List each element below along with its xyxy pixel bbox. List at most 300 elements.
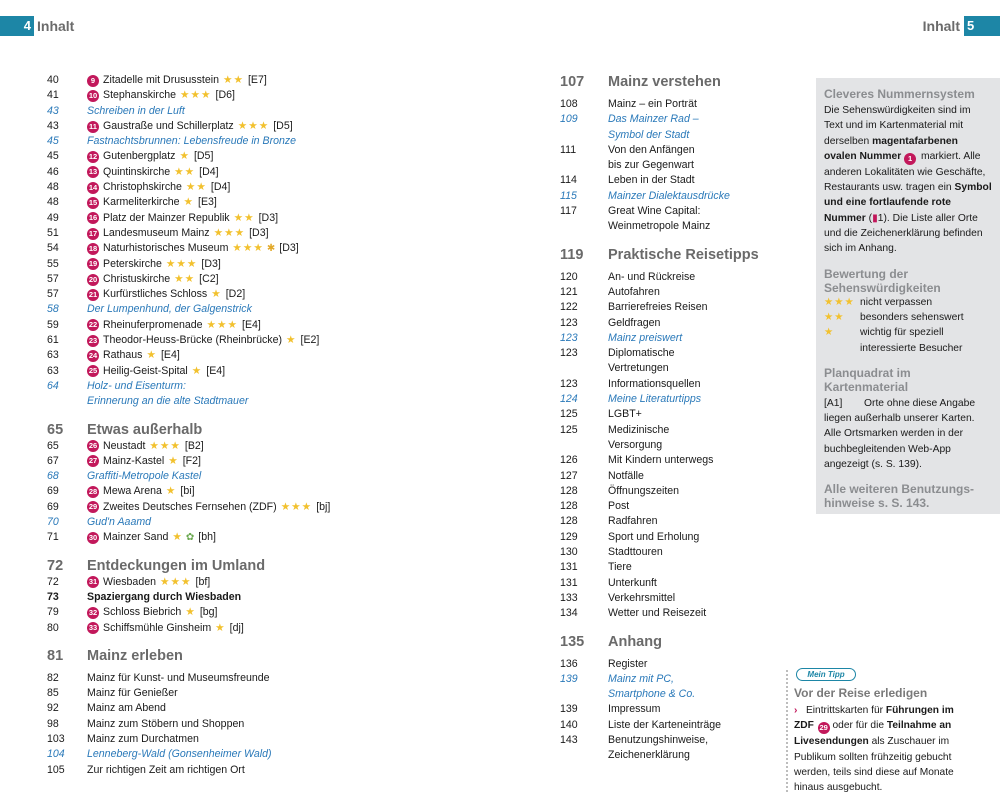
toc-entry-label: Theodor-Heuss-Brücke (Rheinbrücke) <box>103 334 282 347</box>
toc-entry-label: Heilig-Geist-Spital <box>103 364 188 377</box>
toc-entry-label: Leben in der Stadt <box>608 174 695 187</box>
sight-number-badge: 17 <box>88 228 98 238</box>
toc-entry-label: Rheinuferpromenade <box>103 318 203 331</box>
toc-entry[interactable] <box>47 318 487 333</box>
toc-entry[interactable] <box>560 377 790 392</box>
toc-entry-text <box>87 500 330 515</box>
tip-text-part: Eintrittskarten für <box>806 705 886 716</box>
toc-entry[interactable] <box>560 499 790 514</box>
toc-entry-text <box>608 361 669 376</box>
toc-entry-text <box>608 219 710 234</box>
map-grid-ref: [E2] <box>300 334 320 347</box>
toc-entry-label: Christuskirche <box>103 272 171 285</box>
map-grid-ref: [D3] <box>201 257 221 270</box>
toc-page-number: 58 <box>47 303 59 316</box>
toc-page-number: 48 <box>47 181 59 194</box>
toc-entry-label: Peterskirche <box>103 257 162 270</box>
map-grid-ref: [E4] <box>206 364 226 377</box>
star-rating-icon: ★★★ <box>232 242 264 255</box>
toc-page-number: 72 <box>47 557 64 574</box>
toc-entry-label: Benutzungshinweise, <box>608 733 709 746</box>
toc-entry-label: Mainz zum Durchatmen <box>87 732 199 745</box>
toc-entry-text <box>87 469 201 484</box>
my-tip-logo: Mein Tipp <box>796 668 856 681</box>
toc-section-heading[interactable] <box>560 73 790 91</box>
toc-page-number: 143 <box>560 733 578 746</box>
toc-entry-text <box>87 241 299 256</box>
toc-entry-text <box>608 560 632 575</box>
toc-entry[interactable] <box>47 500 487 515</box>
toc-entry-label: Mainz mit PC, <box>608 672 674 685</box>
star-rating-icon: ★ <box>179 150 190 163</box>
toc-page-number: 135 <box>560 633 585 650</box>
toc-entry-label: Stadttouren <box>608 546 663 559</box>
sight-number-badge: 9 <box>87 75 99 87</box>
toc-page-number <box>560 748 608 763</box>
toc-entry[interactable] <box>560 270 790 285</box>
two-stars-icon: ★★ <box>824 311 845 323</box>
toc-entry[interactable] <box>47 530 487 545</box>
toc-entry-label: Autofahren <box>608 285 660 298</box>
toc-entry[interactable] <box>47 621 487 636</box>
sight-number-badge: 30 <box>88 532 98 542</box>
toc-entry-label: Mainz – ein Porträt <box>608 98 697 110</box>
sight-number-badge: 21 <box>88 289 98 299</box>
section-title: Etwas außerhalb <box>87 421 203 438</box>
toc-entry-label: Mainz preiswert <box>608 331 683 344</box>
toc-entry-label: Lenneberg-Wald (Gonsenheimer Wald) <box>87 748 272 761</box>
toc-page-number: 63 <box>47 349 59 362</box>
toc-entry-label: Vertretungen <box>608 362 669 375</box>
toc-entry[interactable] <box>47 717 487 732</box>
sight-number-badge: 1 <box>904 153 916 165</box>
toc-entry-label: Verkehrsmittel <box>608 591 676 604</box>
star-rating-icon: ★ <box>185 606 196 619</box>
tip-box <box>786 668 976 794</box>
toc-page-number: 57 <box>47 272 59 285</box>
star-rating-icon: ★★★ <box>160 575 192 588</box>
toc-entry-text <box>608 687 695 702</box>
toc-entry-label: Gud'n Aaamd <box>87 516 152 529</box>
toc-entry[interactable] <box>47 701 487 716</box>
toc-entry-text <box>608 285 660 300</box>
toc-entry-label: Mainz für Genießer <box>87 687 178 700</box>
toc-entry[interactable] <box>47 469 487 484</box>
toc-page-number <box>560 438 608 453</box>
map-grid-ref: [dj] <box>229 621 244 634</box>
toc-entry-text <box>87 287 245 302</box>
toc-page-number <box>560 687 608 702</box>
toc-entry-text <box>87 348 180 363</box>
toc-entry-text <box>87 119 293 134</box>
toc-entry-text <box>87 226 269 241</box>
toc-entry-text <box>608 112 699 127</box>
tip-text-bold: Führungen im ZDF <box>794 705 954 732</box>
toc-entry[interactable] <box>47 590 487 605</box>
toc-entry[interactable] <box>560 316 790 331</box>
toc-entry-label: Mewa Arena <box>103 485 162 498</box>
toc-page-number: 49 <box>47 211 59 224</box>
toc-entry-text <box>608 453 713 468</box>
toc-entry-label: Smartphone & Co. <box>608 688 696 701</box>
toc-entry[interactable] <box>560 453 790 468</box>
toc-entry-label: Meine Literaturtipps <box>608 393 702 406</box>
toc-entry-label: Der Lumpenhund, der Galgenstrick <box>87 303 252 316</box>
sight-number-badge: 31 <box>88 577 98 587</box>
toc-entry[interactable] <box>47 226 487 241</box>
toc-entry-label: Spaziergang durch Wiesbaden <box>87 590 242 603</box>
toc-page-number: 43 <box>47 104 59 117</box>
rating-row <box>824 310 992 325</box>
spacer <box>47 546 487 557</box>
star-rating-icon: ★ <box>211 288 222 301</box>
toc-section-heading[interactable] <box>47 421 487 439</box>
toc-entry-text <box>608 733 708 748</box>
star-rating-icon: ★ <box>191 364 203 377</box>
toc-entry-text <box>87 590 241 605</box>
toc-entry-text <box>608 469 644 484</box>
toc-entry-text <box>608 346 675 361</box>
toc-entry-label: Neustadt <box>103 439 146 452</box>
toc-entry-label: An- und Rückreise <box>608 270 696 283</box>
toc-entry-text <box>608 73 721 91</box>
toc-entry[interactable] <box>47 605 487 620</box>
toc-entry[interactable] <box>47 333 487 348</box>
toc-entry[interactable] <box>47 575 487 590</box>
toc-entry-label: Symbol der Stadt <box>608 128 690 141</box>
toc-entry[interactable] <box>560 576 790 591</box>
map-grid-ref: [E7] <box>247 74 267 86</box>
toc-entry[interactable] <box>560 469 790 484</box>
sidebar-text-bold: magentafarbenen ovalen Nummer <box>824 135 958 162</box>
toc-entry-text <box>608 392 701 407</box>
toc-entry[interactable] <box>560 392 790 407</box>
toc-page-number: 139 <box>560 672 578 685</box>
toc-entry-label: Graffiti-Metropole Kastel <box>87 470 202 483</box>
toc-entry-label: LGBT+ <box>608 408 642 421</box>
toc-page-number: 120 <box>560 270 578 283</box>
toc-entry[interactable] <box>47 671 487 686</box>
toc-entry[interactable] <box>560 733 790 748</box>
toc-entry-text <box>87 104 185 119</box>
toc-entry[interactable] <box>47 515 487 530</box>
toc-entry-text <box>87 88 235 103</box>
toc-left-column <box>47 73 487 778</box>
toc-page-number: 48 <box>47 196 59 209</box>
toc-entry[interactable] <box>560 158 790 173</box>
toc-entry[interactable] <box>560 407 790 422</box>
toc-page-number: 123 <box>560 347 578 360</box>
toc-entry[interactable] <box>560 346 790 361</box>
toc-entry[interactable] <box>560 189 790 204</box>
toc-page-number: 85 <box>47 687 59 700</box>
map-grid-ref: [D4] <box>199 165 219 178</box>
toc-entry-text <box>608 158 694 173</box>
toc-entry[interactable] <box>560 718 790 733</box>
toc-entry-text <box>87 439 204 454</box>
toc-entry-text <box>608 657 647 672</box>
toc-entry[interactable] <box>47 439 487 454</box>
toc-page-number: 45 <box>47 135 59 148</box>
toc-entry[interactable] <box>47 119 487 134</box>
toc-entry-label: Versorgung <box>608 438 663 451</box>
toc-entry[interactable] <box>560 672 790 687</box>
star-rating-icon: ★★★ <box>280 500 313 513</box>
star-rating-icon: ★★★ <box>149 439 181 452</box>
toc-entry[interactable] <box>47 484 487 499</box>
sidebar-text-part: Die Sehenswürdigkeiten sind im Text und im Kartenmaterial mit derselben <box>824 105 971 147</box>
toc-entry[interactable] <box>560 285 790 300</box>
sidebar-heading-line: Bewertung der <box>824 266 909 281</box>
toc-page-number: 98 <box>47 717 59 730</box>
toc-page-number: 64 <box>47 379 59 392</box>
toc-entry[interactable] <box>560 545 790 560</box>
toc-entry-text <box>608 377 700 392</box>
map-grid-ref: [E4] <box>160 349 180 362</box>
toc-entry-text <box>87 732 199 747</box>
toc-entry[interactable] <box>560 438 790 453</box>
toc-entry[interactable] <box>560 514 790 529</box>
toc-entry-label: Unterkunft <box>608 576 657 589</box>
toc-section-heading[interactable] <box>560 246 790 264</box>
section-title: Anhang <box>608 633 662 650</box>
toc-entry-label: Öffnungszeiten <box>608 484 680 497</box>
grid-ref-example: [A1] <box>824 397 843 409</box>
toc-page-number: 79 <box>47 606 59 619</box>
toc-entry-text <box>87 73 267 88</box>
toc-page-number: 81 <box>47 647 64 664</box>
toc-page-number: 128 <box>560 500 578 513</box>
toc-entry-label: Medizinische <box>608 423 670 436</box>
toc-entry-text <box>87 647 183 665</box>
toc-entry-text <box>87 621 244 636</box>
toc-entry-text <box>608 316 660 331</box>
left-page-header <box>0 16 74 36</box>
toc-entry-text <box>87 195 217 210</box>
toc-entry-text <box>87 575 210 590</box>
toc-entry[interactable] <box>47 180 487 195</box>
toc-entry[interactable] <box>560 606 790 621</box>
toc-entry-text <box>87 364 225 379</box>
toc-entry-label: Mainzer Sand <box>103 531 169 544</box>
sight-number-badge: 11 <box>87 121 99 133</box>
toc-entry[interactable] <box>47 454 487 469</box>
toc-entry[interactable] <box>560 530 790 545</box>
toc-section-heading[interactable] <box>560 633 790 651</box>
tip-body <box>794 703 972 795</box>
toc-entry[interactable] <box>47 165 487 180</box>
toc-entry[interactable] <box>560 748 790 763</box>
toc-page-number: 128 <box>560 515 578 528</box>
toc-entry[interactable] <box>47 686 487 701</box>
spacer <box>47 636 487 647</box>
sight-number-badge: 14 <box>88 182 98 192</box>
sight-number-badge: 23 <box>88 335 98 345</box>
toc-page-number: 123 <box>560 316 578 329</box>
toc-page-number <box>47 394 87 409</box>
sight-number-badge: 24 <box>88 350 98 360</box>
map-grid-ref: [D6] <box>215 89 235 102</box>
sight-number-badge: 22 <box>88 320 98 330</box>
toc-page-number: 43 <box>47 119 59 132</box>
toc-page-number <box>560 128 608 143</box>
toc-entry[interactable] <box>47 379 487 394</box>
toc-entry-label: Stephanskirche <box>103 89 177 102</box>
sight-number-badge: 27 <box>88 456 98 466</box>
sidebar-text-bold: Symbol und eine fortlaufende rote Nummer <box>824 182 992 224</box>
toc-entry[interactable] <box>47 348 487 363</box>
toc-page-number: 127 <box>560 469 578 482</box>
toc-entry[interactable] <box>560 143 790 158</box>
toc-entry[interactable] <box>47 195 487 210</box>
toc-entry[interactable] <box>47 287 487 302</box>
toc-entry[interactable] <box>47 241 487 256</box>
section-title: Praktische Reisetipps <box>608 246 759 263</box>
toc-entry[interactable] <box>47 104 487 119</box>
toc-page-number: 61 <box>47 334 59 347</box>
toc-page-number: 125 <box>560 423 578 436</box>
map-grid-ref: [D3] <box>249 226 269 239</box>
star-rating-icon: ★★★ <box>180 89 212 102</box>
sidebar-heading-rating <box>824 267 992 295</box>
toc-page-number <box>560 158 608 173</box>
toc-entry-text <box>608 128 689 143</box>
toc-entry-text <box>87 484 195 499</box>
toc-entry[interactable] <box>560 591 790 606</box>
toc-entry-text <box>608 407 642 422</box>
toc-entry-text <box>608 143 695 158</box>
toc-entry-label: Landesmuseum Mainz <box>103 226 210 239</box>
right-page-header <box>923 16 1000 36</box>
sidebar-heading-more <box>824 482 992 510</box>
toc-section-heading[interactable] <box>47 557 487 575</box>
sight-number-badge: 32 <box>88 607 98 617</box>
toc-entry-text <box>608 189 730 204</box>
sight-number-badge: 25 <box>88 366 98 376</box>
toc-entry-label: Notfälle <box>608 469 644 482</box>
toc-entry-label: Impressum <box>608 703 661 716</box>
toc-page-number: 73 <box>47 590 59 603</box>
toc-page-number: 122 <box>560 301 578 314</box>
map-grid-ref: [D5] <box>193 150 214 163</box>
star-rating-icon: ★ <box>286 334 297 347</box>
toc-entry[interactable] <box>560 423 790 438</box>
toc-entry-label: Christophskirche <box>103 181 182 194</box>
toc-entry[interactable] <box>560 484 790 499</box>
toc-entry[interactable] <box>560 173 790 188</box>
toc-middle-column <box>560 73 790 764</box>
tip-heading: Vor der Reise erledigen <box>794 686 928 700</box>
toc-entry-label: Mit Kindern unterwegs <box>608 454 714 467</box>
sidebar-text-part: markiert. Alle anderen Lokalitäten wie Geschäfte, Restaurants usw. tragen ein <box>824 150 986 194</box>
toc-entry[interactable] <box>47 257 487 272</box>
map-grid-ref: [bg] <box>199 606 218 619</box>
toc-entry[interactable] <box>560 361 790 376</box>
toc-page-number: 131 <box>560 561 578 574</box>
sight-number-badge: 28 <box>88 487 98 497</box>
spacer <box>560 235 790 246</box>
toc-page-number: 129 <box>560 530 578 543</box>
toc-section-heading[interactable] <box>47 647 487 665</box>
map-symbol-icon: ▮ <box>872 212 878 224</box>
toc-entry[interactable] <box>560 702 790 717</box>
toc-entry-text <box>87 717 244 732</box>
sight-number-badge: 29 <box>88 502 98 512</box>
toc-page-number: 123 <box>560 331 578 344</box>
toc-entry[interactable] <box>47 134 487 149</box>
toc-entry[interactable] <box>560 687 790 702</box>
toc-entry[interactable] <box>560 97 790 112</box>
toc-entry[interactable] <box>560 657 790 672</box>
toc-entry[interactable] <box>47 211 487 226</box>
toc-entry-text <box>608 204 700 219</box>
toc-entry-text <box>608 173 695 188</box>
toc-page-number: 82 <box>47 671 59 684</box>
toc-entry[interactable] <box>47 88 487 103</box>
toc-entry[interactable] <box>560 112 790 127</box>
toc-entry[interactable] <box>560 128 790 143</box>
toc-entry-label: Kurfürstliches Schloss <box>103 288 208 301</box>
page-header <box>0 0 1000 36</box>
one-star-icon: ★ <box>824 327 835 339</box>
toc-entry-label: Naturhistorisches Museum <box>103 242 229 255</box>
toc-entry[interactable] <box>560 560 790 575</box>
toc-entry-label: Great Wine Capital: <box>608 205 701 218</box>
toc-entry[interactable] <box>47 73 487 88</box>
map-grid-ref: [bj] <box>316 500 331 513</box>
star-rating-icon: ★★ <box>233 211 255 224</box>
map-grid-ref: [bf] <box>195 575 211 588</box>
toc-entry-label: Radfahren <box>608 515 658 528</box>
toc-entry[interactable] <box>47 732 487 747</box>
toc-entry[interactable] <box>47 364 487 379</box>
toc-entry-label: Von den Anfängen <box>608 143 695 156</box>
nature-icon: ✿ <box>185 532 195 544</box>
tip-text-bold: Teilnahme an Livesendungen <box>794 720 952 748</box>
toc-entry[interactable] <box>47 394 487 409</box>
toc-entry-label: Zeichenerklärung <box>608 749 690 762</box>
toc-entry-text <box>87 454 201 469</box>
toc-entry-label: Post <box>608 500 630 513</box>
toc-entry[interactable] <box>47 763 487 778</box>
toc-entry-text <box>87 134 296 149</box>
toc-entry[interactable] <box>560 331 790 346</box>
toc-entry[interactable] <box>560 300 790 315</box>
toc-entry[interactable] <box>560 219 790 234</box>
sidebar-heading-line: hinweise s. S. 143. <box>824 496 930 511</box>
toc-page-number: 92 <box>47 702 59 715</box>
toc-entry-text <box>608 530 699 545</box>
toc-entry-text <box>87 421 202 439</box>
toc-page-number: 69 <box>47 500 59 513</box>
toc-entry[interactable] <box>560 204 790 219</box>
toc-page-number: 71 <box>47 531 59 544</box>
spacer <box>47 410 487 421</box>
map-grid-ref: [D2] <box>225 288 246 301</box>
toc-entry-text <box>87 747 272 762</box>
toc-page-number: 117 <box>560 205 577 218</box>
toc-entry[interactable] <box>47 272 487 287</box>
star-rating-icon: ★ <box>172 531 183 544</box>
toc-entry-text <box>87 302 252 317</box>
toc-entry[interactable] <box>47 149 487 164</box>
toc-entry-text <box>608 484 679 499</box>
map-grid-ref: [D3] <box>258 211 279 224</box>
right-page-number: 5 <box>964 16 1000 36</box>
sight-number-badge: 10 <box>88 90 98 100</box>
toc-entry[interactable] <box>47 747 487 762</box>
toc-entry[interactable] <box>47 302 487 317</box>
